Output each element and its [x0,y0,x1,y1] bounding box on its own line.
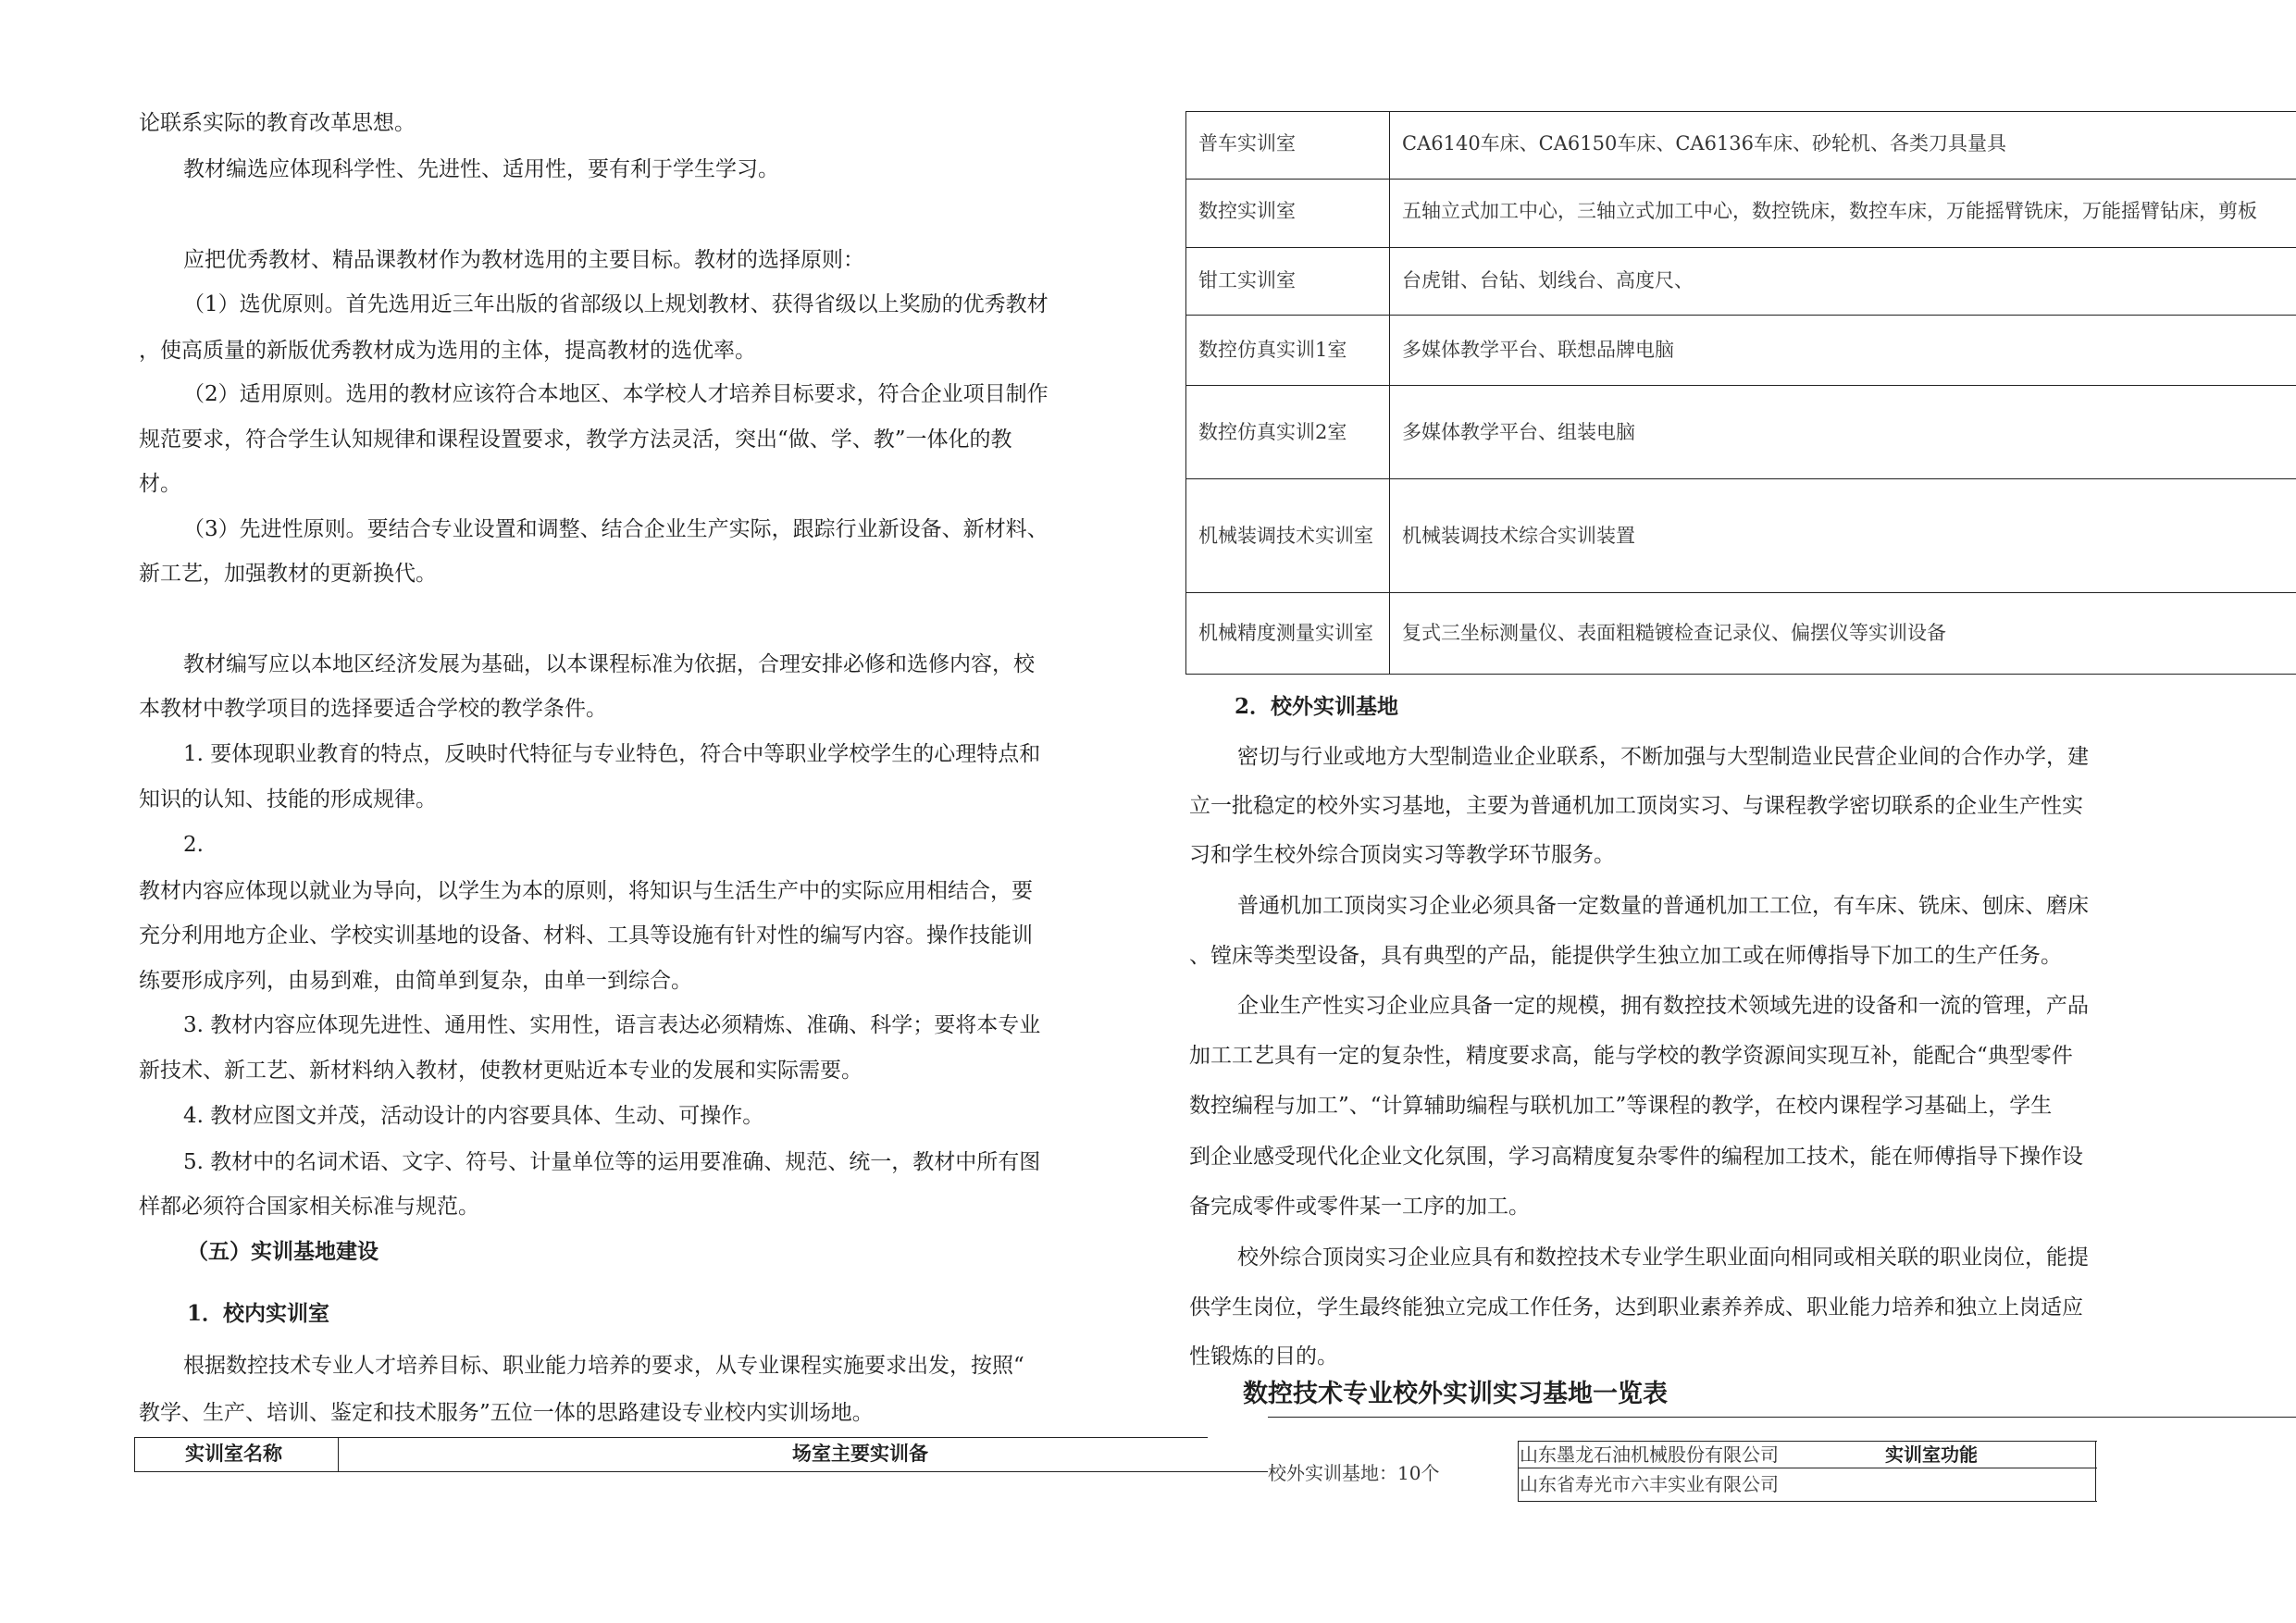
paragraph-line: 教材编选应体现科学性、先进性、适用性，要有利于学生学习。 [183,157,779,181]
room-equipment: 复式三坐标测量仪、表面粗糙镀检查记录仪、偏摆仪等实训设备 [1402,622,1946,644]
paragraph-line: 校外综合顶岗实习企业应具有和数控技术专业学生职业面向相同或相关联的职业岗位，能提 [1237,1245,2089,1270]
paragraph-line: （2）适用原则。选用的教材应该符合本地区、本学校人才培养目标要求，符合企业项目制作 [183,382,1049,406]
paragraph-line: 性锻炼的目的。 [1189,1344,1338,1369]
base-count-label: 校外实训基地：10个 [1268,1462,1440,1484]
paragraph-line: 数控编程与加工”、“计算辅助编程与联机加工”等课程的教学，在校内课程学习基础上，学生 [1189,1094,2053,1118]
paragraph-line: 5. 教材中的名词术语、文字、符号、计量单位等的运用要准确、规范、统一，教材中所有图 [183,1150,1041,1174]
room-equipment: 台虎钳、台钻、划线台、高度尺、 [1402,269,1694,291]
paragraph-line: 练要形成序列，由易到难，由简单到复杂，由单一到综合。 [139,969,692,993]
paragraph-line: ，使高质量的新版优秀教材成为选用的主体，提高教材的选优率。 [139,339,756,363]
table-header-equipment: 场室主要实训备 [792,1442,928,1465]
paragraph-line: 材。 [139,472,181,496]
room-equipment: 多媒体教学平台、组装电脑 [1402,421,1635,443]
table-title: 数控技术专业校外实训实习基地一览表 [1243,1380,1668,1408]
paragraph-line: 本教材中教学项目的选择要适合学校的教学条件。 [139,697,607,721]
table-header-function: 实训室功能 [1885,1443,1978,1466]
paragraph-line: 教材内容应体现以就业为导向，以学生为本的原则，将知识与生活生产中的实际应用相结合，要 [139,879,1033,903]
room-name: 数控仿真实训2室 [1198,421,1347,443]
paragraph-line: 新技术、新工艺、新材料纳入教材，使教材更贴近本专业的发展和实际需要。 [139,1059,863,1083]
room-equipment: 多媒体教学平台、联想品牌电脑 [1402,339,1674,361]
paragraph-line: 备完成零件或零件某一工序的加工。 [1189,1195,1530,1219]
paragraph-line: 加工工艺具有一定的复杂性，精度要求高，能与学校的教学资源间实现互补，能配合“典型零件 [1189,1044,2073,1068]
paragraph-line: 根据数控技术专业人才培养目标、职业能力培养的要求，从专业课程实施要求出发，按照“ [183,1354,1024,1378]
paragraph-line: 应把优秀教材、精品课教材作为教材选用的主要目标。教材的选择原则： [183,248,864,272]
room-name: 机械装调技术实训室 [1198,525,1373,547]
paragraph-line: 供学生岗位，学生最终能独立完成工作任务，达到职业素养养成、职业能力培养和独立上岗适应 [1189,1295,2083,1319]
paragraph-line: 普通机加工顶岗实习企业必须具备一定数量的普通机加工工位，有车床、铣床、刨床、磨床 [1237,894,2089,918]
paragraph-line: 3. 教材内容应体现先进性、通用性、实用性，语言表达必须精炼、准确、科学；要将本专业 [183,1013,1041,1037]
room-name: 数控仿真实训1室 [1198,339,1347,361]
room-name: 机械精度测量实训室 [1198,622,1373,644]
paragraph-line: 教材编写应以本地区经济发展为基础，以本课程标准为依据，合理安排必修和选修内容，校 [183,652,1035,676]
room-name: 数控实训室 [1198,200,1296,222]
subsection-heading: 2．校外实训基地 [1235,694,1399,719]
paragraph-line: 新工艺，加强教材的更新换代。 [139,562,437,586]
paragraph-line: （3）先进性原则。要结合专业设置和调整、结合企业生产实际，跟踪行业新设备、新材料、 [183,517,1049,541]
paragraph-line: （1）选优原则。首先选用近三年出版的省部级以上规划教材、获得省级以上奖励的优秀教材 [183,292,1049,316]
paragraph-line: 4. 教材应图文并茂，活动设计的内容要具体、生动、可操作。 [183,1104,764,1128]
paragraph-line: 教学、生产、培训、鉴定和技术服务”五位一体的思路建设专业校内实训场地。 [139,1401,874,1425]
section-heading: （五）实训基地建设 [187,1239,379,1264]
paragraph-line: 立一批稳定的校外实习基地，主要为普通机加工顶岗实习、与课程教学密切联系的企业生产性实 [1189,794,2083,818]
table-header-room-name: 实训室名称 [185,1442,282,1465]
paragraph-line: 习和学生校外综合顶岗实习等教学环节服务。 [1189,843,1615,867]
paragraph-line: 到企业感受现代化企业文化氛围，学习高精度复杂零件的编程加工技术，能在师傅指导下操作设 [1189,1145,2083,1169]
paragraph-line: 论联系实际的教育改革思想。 [139,111,416,135]
company-name: 山东墨龙石油机械股份有限公司 [1520,1443,1779,1466]
room-equipment: CA6140车床、CA6150车床、CA6136车床、砂轮机、各类刀具量具 [1402,132,2007,155]
subsection-heading: 1．校内实训室 [187,1301,330,1326]
room-name: 普车实训室 [1198,132,1296,155]
paragraph-line: 、镗床等类型设备，具有典型的产品，能提供学生独立加工或在师傅指导下加工的生产任务。 [1189,944,2062,968]
paragraph-line: 企业生产性实习企业应具备一定的规模，拥有数控技术领域先进的设备和一流的管理，产品 [1237,994,2089,1018]
paragraph-line: 规范要求，符合学生认知规律和课程设置要求，教学方法灵活，突出“做、学、教”一体化的教 [139,427,1012,452]
paragraph-line: 密切与行业或地方大型制造业企业联系，不断加强与大型制造业民营企业间的合作办学，建 [1237,745,2089,769]
paragraph-line: 充分利用地方企业、学校实训基地的设备、材料、工具等设施有针对性的编写内容。操作技能训 [139,923,1033,948]
company-name: 山东省寿光市六丰实业有限公司 [1520,1473,1779,1495]
paragraph-line: 1. 要体现职业教育的特点，反映时代特征与专业特色，符合中等职业学校学生的心理特点和 [183,742,1041,766]
paragraph-line: 2. [183,833,204,857]
room-equipment: 机械装调技术综合实训装置 [1402,525,1635,547]
room-name: 钳工实训室 [1198,269,1296,291]
paragraph-line: 知识的认知、技能的形成规律。 [139,787,437,812]
paragraph-line: 样都必须符合国家相关标准与规范。 [139,1195,479,1219]
room-equipment: 五轴立式加工中心，三轴立式加工中心，数控铣床，数控车床，万能摇臂铣床，万能摇臂钻床，剪板 [1402,200,2257,222]
